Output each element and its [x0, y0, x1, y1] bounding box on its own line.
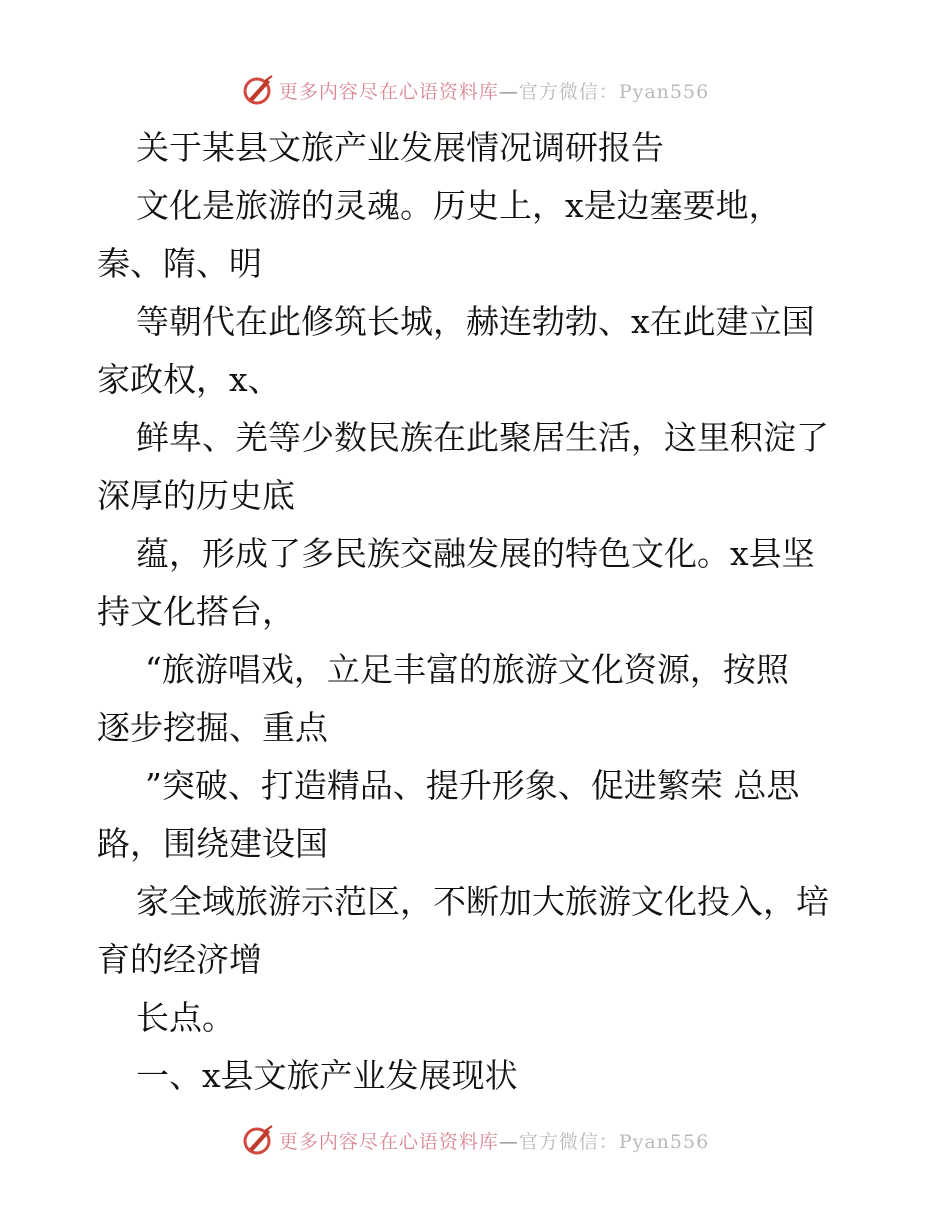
paragraph-line: 秦、隋、明	[97, 244, 262, 283]
section-heading: 一、x县文旅产业发展现状	[136, 1056, 518, 1095]
red-quill-seal-icon	[241, 73, 275, 107]
paragraph-line: 长点。	[136, 998, 235, 1037]
paragraph-line: “旅游唱戏，立足丰富的旅游文化资源，按照	[145, 650, 789, 689]
banner-wechat-text: 官方微信：Pyan556	[518, 80, 710, 103]
banner-text	[279, 77, 709, 104]
header-banner	[0, 70, 950, 110]
paragraph-line: 等朝代在此修筑长城，赫连勃勃、x在此建立国	[136, 302, 815, 341]
paragraph-line: 路，围绕建设国	[97, 824, 328, 863]
document-title: 关于某县文旅产业发展情况调研报告	[136, 128, 664, 167]
banner-wechat-text: 官方微信：Pyan556	[518, 1130, 710, 1153]
paragraph-line: 家政权，x、	[97, 360, 281, 399]
paragraph-line: 育的经济增	[97, 940, 262, 979]
paragraph-line: 家全域旅游示范区，不断加大旅游文化投入，培	[136, 882, 829, 921]
banner-separator: —	[498, 1130, 519, 1153]
paragraph-line: 深厚的历史底	[97, 476, 295, 515]
paragraph-line: 鲜卑、羌等少数民族在此聚居生活，这里积淀了	[136, 418, 829, 457]
paragraph-line: 蕴，形成了多民族交融发展的特色文化。x县坚	[136, 534, 815, 573]
document-body	[97, 124, 857, 1110]
red-quill-seal-icon	[241, 1123, 275, 1157]
paragraph-line: 持文化搭台，	[97, 592, 295, 631]
banner-text	[279, 1127, 709, 1154]
paragraph-line: 文化是旅游的灵魂。历史上，x是边塞要地，	[136, 186, 782, 225]
banner-separator: —	[498, 80, 519, 103]
paragraph-line: ”突破、打造精品、提升形象、促进繁荣 总思	[145, 766, 800, 805]
banner-main-text: 更多内容尽在心语资料库	[278, 80, 499, 103]
paragraph-line: 逐步挖掘、重点	[97, 708, 328, 747]
footer-banner	[0, 1120, 950, 1160]
banner-main-text: 更多内容尽在心语资料库	[278, 1130, 499, 1153]
